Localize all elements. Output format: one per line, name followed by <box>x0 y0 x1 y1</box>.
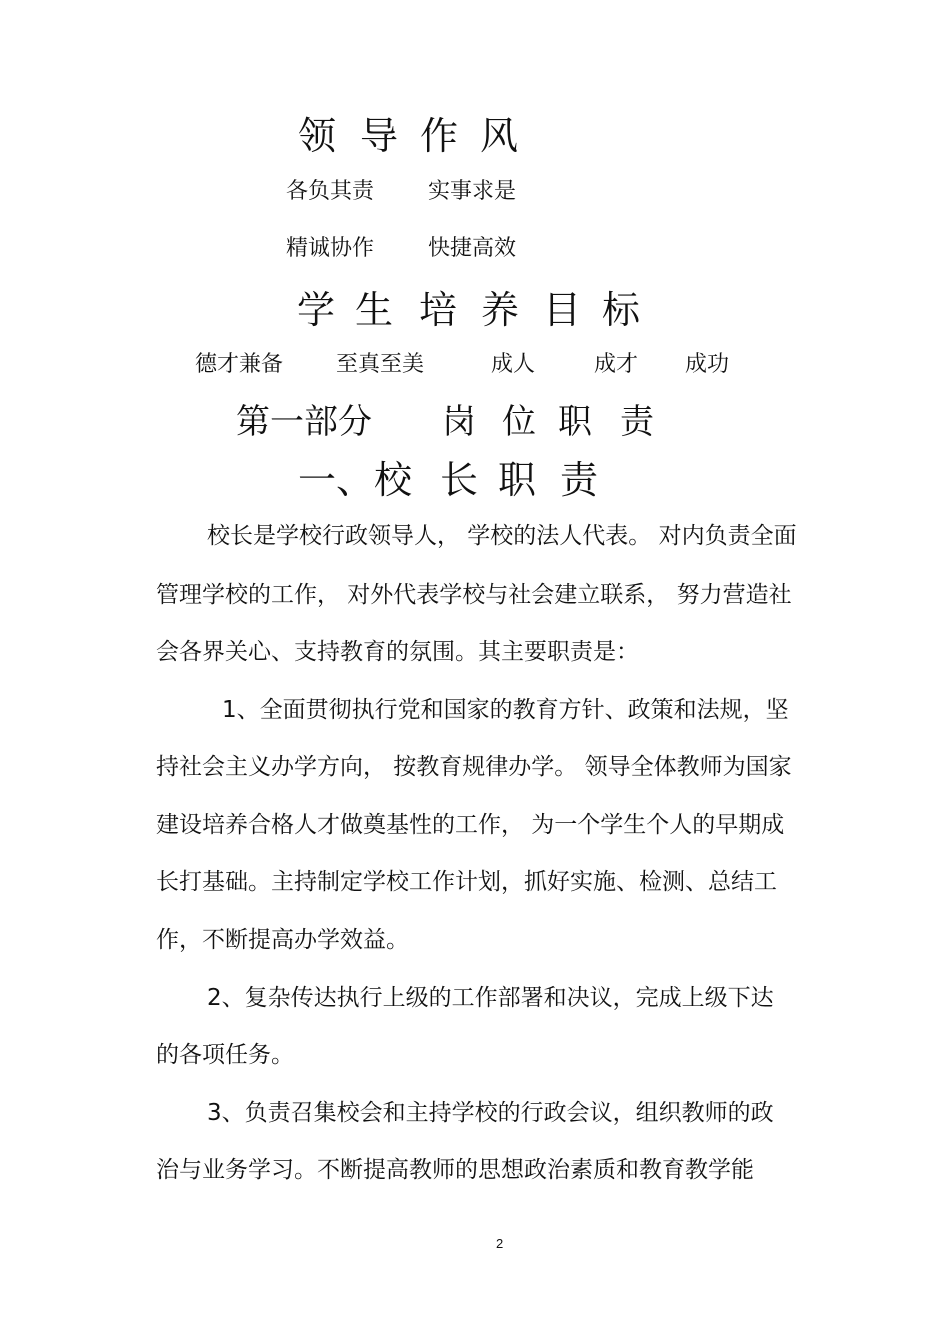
leadership-title-char: 导 <box>360 114 399 158</box>
goals-title-char: 生 <box>355 288 394 332</box>
body-line: 3、负责召集校会和主持学校的行政会议，组织教师的政 <box>207 1100 774 1126</box>
goal-item: 德才兼备 <box>195 352 284 377</box>
part-title-char: 位 <box>502 402 536 442</box>
goal-item: 至真至美 <box>336 352 425 377</box>
body-line: 建设培养合格人才做奠基性的工作， 为一个学生个人的早期成 <box>156 812 785 838</box>
goal-item: 成人 <box>491 352 536 377</box>
body-line: 作，不断提高办学效益。 <box>156 927 409 953</box>
goals-title-char: 标 <box>602 288 641 332</box>
part-prefix: 第一部分 <box>236 402 372 442</box>
motto-item: 精诚协作 <box>286 236 375 261</box>
goals-title-char: 学 <box>297 288 336 332</box>
goals-title-char: 养 <box>481 288 520 332</box>
part-title-char: 职 <box>558 402 592 442</box>
body-line: 的各项任务。 <box>156 1042 294 1068</box>
leadership-title-char: 风 <box>480 114 519 158</box>
motto-item: 快捷高效 <box>428 236 517 261</box>
part-title-char: 岗 <box>442 402 476 442</box>
body-line: 长打基础。主持制定学校工作计划，抓好实施、检测、总结工 <box>156 869 777 895</box>
body-line: 2、复杂传达执行上级的工作部署和决议，完成上级下达 <box>207 985 774 1011</box>
body-line: 持社会主义办学方向， 按教育规律办学。 领导全体教师为国家 <box>156 754 792 780</box>
section-prefix: 一、校 <box>298 458 413 502</box>
body-line: 管理学校的工作， 对外代表学校与社会建立联系， 努力营造社 <box>156 582 792 608</box>
goals-title-char: 目 <box>543 288 582 332</box>
body-line: 会各界关心、支持教育的氛围。其主要职责是： <box>156 639 639 665</box>
body-line: 校长是学校行政领导人， 学校的法人代表。 对内负责全面 <box>207 523 797 549</box>
goals-title-char: 培 <box>419 288 458 332</box>
body-line: 治与业务学习。不断提高教师的思想政治素质和教育教学能 <box>156 1157 754 1183</box>
goal-item: 成才 <box>594 352 639 377</box>
goal-item: 成功 <box>685 352 730 377</box>
section-title-char: 职 <box>498 458 537 502</box>
part-title-char: 责 <box>620 402 654 442</box>
page-number: 2 <box>496 1236 504 1251</box>
motto-item: 实事求是 <box>428 179 517 204</box>
section-title-char: 长 <box>440 458 479 502</box>
leadership-title-char: 作 <box>420 114 459 158</box>
section-title-char: 责 <box>560 458 599 502</box>
motto-item: 各负其责 <box>286 179 375 204</box>
body-line: 1、全面贯彻执行党和国家的教育方针、政策和法规，坚 <box>222 697 789 723</box>
leadership-title-char: 领 <box>298 114 337 158</box>
